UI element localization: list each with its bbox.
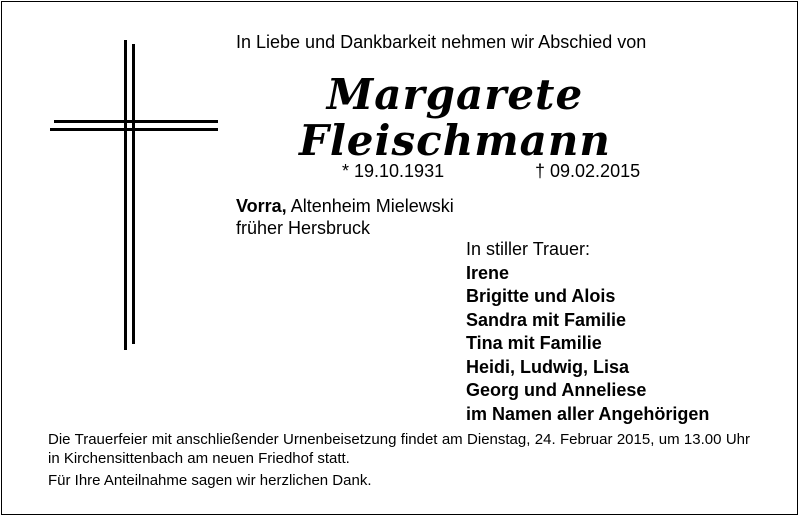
residence-line [236, 195, 454, 217]
mourner-name: im Namen aller Angehörigen [466, 403, 710, 424]
thanks-line: Für Ihre Anteilnahme sagen wir herzlichen Dank. [48, 472, 372, 489]
footer-block [48, 430, 750, 490]
deceased-last-name: Fleischmann [299, 116, 611, 165]
mourner-name: Heidi, Ludwig, Lisa [466, 356, 630, 377]
residence-detail: Altenheim Mielewski [286, 196, 454, 216]
mourner-name: Georg und Anneliese [466, 380, 647, 400]
mourners-heading: In stiller Trauer: [466, 239, 591, 259]
residence-block [236, 195, 454, 239]
former-residence: früher Hersbruck [236, 218, 371, 238]
cross-icon [50, 40, 222, 350]
residence-town: Vorra, [236, 196, 287, 216]
mourners-block [466, 238, 709, 426]
intro-line: In Liebe und Dankbarkeit nehmen wir Abschied von [236, 32, 647, 52]
mourner-name: Sandra mit Familie [466, 309, 627, 330]
deceased-first-name: Margarete [326, 70, 584, 119]
birth-date: * 19.10.1931 [342, 161, 445, 181]
mourner-name: Tina mit Familie [466, 333, 602, 353]
mourner-name: Irene [466, 262, 510, 283]
funeral-info: Die Trauerfeier mit anschließender Urnenbeisetzung findet am Dienstag, 24. Februar 2015, um 13.00 Uhr in Kirchensittenbach am neuen Friedhof statt. [48, 431, 750, 467]
mourner-name: Brigitte und Alois [466, 286, 616, 306]
death-date: † 09.02.2015 [535, 161, 641, 181]
